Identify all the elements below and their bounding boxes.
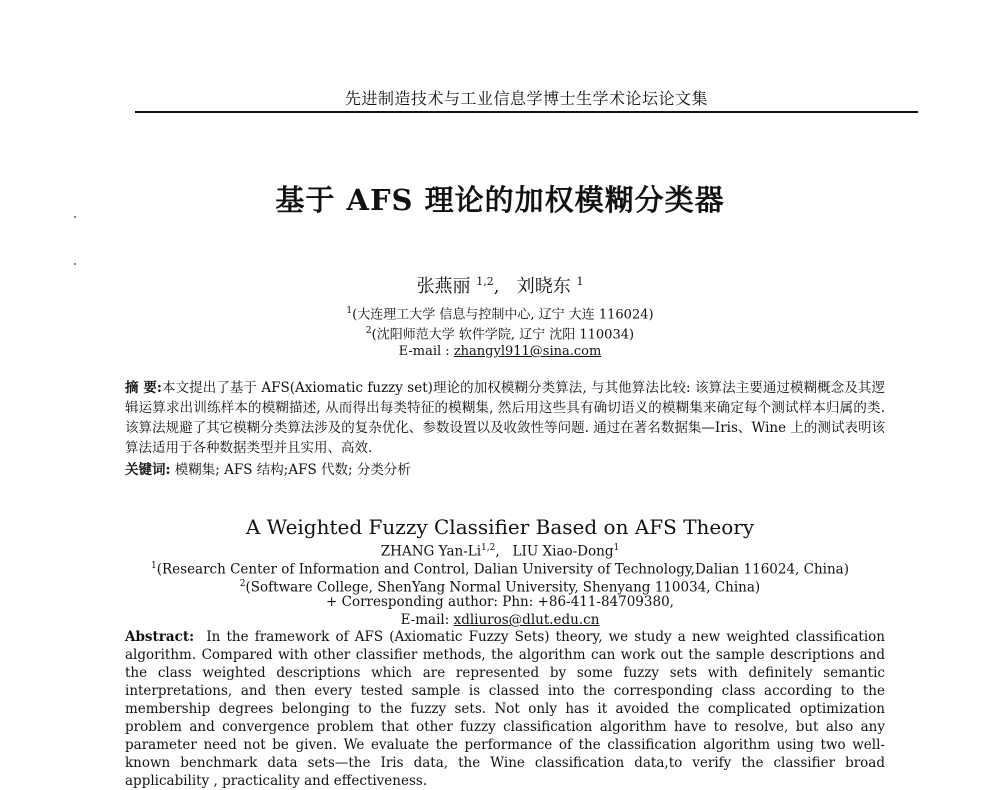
affiliation-mark: 1: [346, 306, 353, 316]
author-separator: ,: [495, 543, 500, 560]
author-affiliation-mark: 1: [576, 275, 584, 288]
email-label: E-mail:: [400, 612, 450, 628]
author-separator: ,: [493, 276, 500, 297]
scan-speck: [74, 263, 76, 265]
chinese-affiliation-1: [0, 302, 1000, 324]
chinese-abstract: [125, 378, 885, 458]
corresponding-author: + Corresponding author: Phn: +86-411-84709380,: [326, 594, 674, 610]
header-rule: [135, 111, 918, 113]
chinese-affiliation-2: [0, 322, 1000, 344]
email-link[interactable]: xdliuros@dlut.edu.cn: [453, 612, 600, 628]
english-title: A Weighted Fuzzy Classifier Based on AFS Theory: [245, 515, 755, 539]
email-link[interactable]: zhangyl911@sina.com: [453, 344, 602, 359]
running-header: 先进制造技术与工业信息学博士生学术论坛论文集: [344, 89, 708, 108]
affiliation-mark: 2: [365, 326, 372, 336]
author-name: 张燕丽: [416, 276, 471, 297]
chinese-keywords: [125, 460, 885, 480]
keywords-text: 模糊集; AFS 结构;AFS 代数; 分类分析: [174, 462, 411, 478]
affiliation-text: (沈阳师范大学 软件学院, 辽宁 沈阳 110034): [371, 327, 635, 343]
author-affiliation-mark: 1: [613, 543, 620, 553]
chinese-email-line: [0, 343, 1000, 361]
email-label: E-mail :: [398, 344, 450, 359]
english-abstract: [125, 628, 885, 790]
author-name: LIU Xiao-Dong: [512, 543, 614, 560]
english-email-line: [0, 612, 1000, 629]
affiliation-text: (Software College, ShenYang Normal University, Shenyang 110034, China): [245, 579, 761, 596]
abstract-label: 摘 要:: [125, 380, 162, 396]
author-name: 刘晓东: [516, 276, 571, 297]
author-affiliation-mark: 1,2: [476, 275, 494, 288]
keywords-label: 关键词:: [125, 462, 171, 478]
abstract-text: In the framework of AFS (Axiomatic Fuzzy Sets) theory, we study a new weighted classification algorithm. Compared with other classifier methods, the algorithm can work out the sample descriptions and the class weighted descriptions which are represented by some fuzzy sets with definitely semantic interpretations, and then every tested sample is classed into the corresponding class according to the membership degrees belonging to the fuzzy sets. Not only has it avoided the complicated optimization problem and convergence problem that other fuzzy classification algorithm have to resolve, but also any parameter need not be given. We evaluate the performance of the classification algorithm using two well-known benchmark data sets—the Iris data, the Wine classification data,to verify the classifier broad applicability , practicality and effectiveness.: [125, 629, 885, 789]
affiliation-text: (Research Center of Information and Control, Dalian University of Technology,Dalian 116024, China): [156, 561, 849, 578]
affiliation-text: (大连理工大学 信息与控制中心, 辽宁 大连 116024): [352, 307, 654, 323]
chinese-authors: [0, 270, 1000, 299]
affiliation-mark: 2: [239, 579, 246, 589]
abstract-text: 本文提出了基于 AFS(Axiomatic fuzzy set)理论的加权模糊分类算法, 与其他算法比较: 该算法主要通过模糊概念及其逻辑运算求出训练样本的模糊描述, 从而得出每类特征的模糊集, 然后用这些具有确切语义的模糊集来确定每个测试样本归属的类. 该算法规避了其它模糊分类算法涉及的复杂优化、参数设置以及收敛性等问题. 通过在著名数据集—Iris、Wine 上的测试表明该算法适用于各种数据类型并且实用、高效.: [125, 380, 885, 456]
abstract-label: Abstract:: [125, 629, 195, 645]
affiliation-mark: 1: [150, 561, 157, 571]
chinese-title: 基于 AFS 理论的加权模糊分类器: [275, 183, 725, 217]
author-name: ZHANG Yan-Li: [380, 543, 482, 560]
author-affiliation-mark: 1,2: [481, 543, 496, 553]
